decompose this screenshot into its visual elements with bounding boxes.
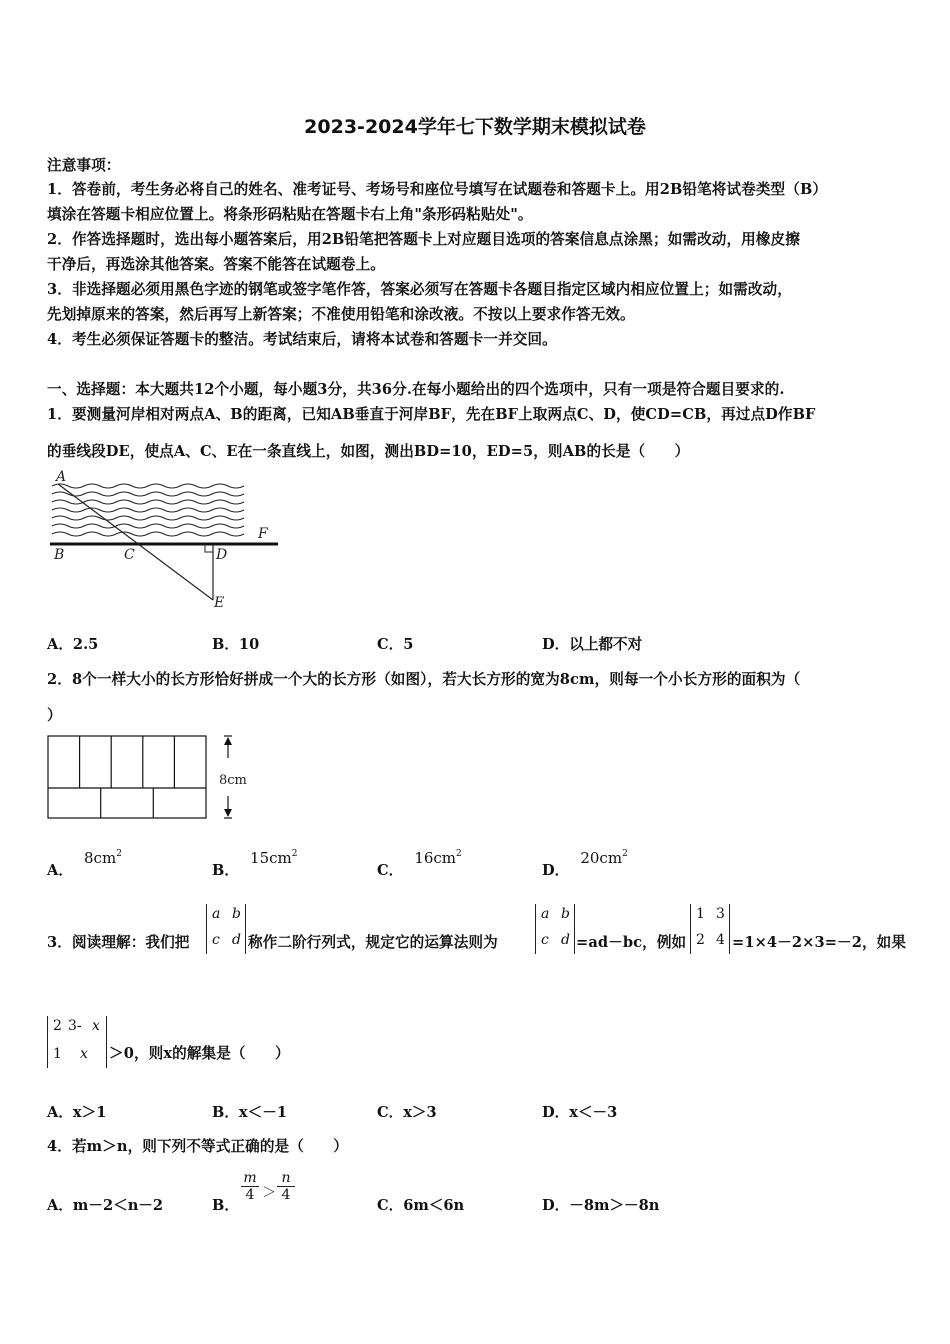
q4-option-a[interactable]: A．m－2＜n－2: [47, 1197, 164, 1214]
q1-option-a[interactable]: A．2.5: [47, 636, 99, 653]
option-value: 16cm: [414, 849, 457, 867]
notice-heading: 注意事项：: [47, 157, 121, 174]
q1-figure: [44, 466, 284, 616]
q3-text-4: =1×4－2×3=－2，如果: [732, 934, 907, 951]
river-diagram: [44, 466, 284, 616]
notice-line: 先划掉原来的答案，然后再写上新答案；不准使用铅笔和涂改液。不按以上要求作答无效。: [47, 306, 635, 323]
option-sup: 2: [622, 849, 628, 859]
q4-text: 4．若m＞n，则下列不等式正确的是（ ）: [47, 1138, 348, 1155]
label-c: C: [124, 547, 135, 563]
q1-option-c[interactable]: C．5: [377, 636, 414, 653]
option-value: 8cm: [84, 849, 117, 867]
det-example: 1 3 2 4: [690, 904, 730, 954]
q2-option-d[interactable]: [542, 849, 628, 880]
option-letter: D．: [542, 862, 570, 879]
option-letter: C．: [377, 862, 404, 879]
label-b: B: [54, 547, 65, 563]
label-e: E: [214, 595, 225, 611]
label-a: A: [56, 469, 67, 485]
q3-text-2: 称作二阶行列式，规定它的运算法则为: [248, 934, 498, 951]
q2-option-b[interactable]: [212, 849, 298, 880]
q2-option-a[interactable]: [47, 849, 122, 880]
notice-line: 1．答卷前，考生务必将自己的姓名、准考证号、考场号和座位号填写在试题卷和答题卡上。用2B铅笔将试卷类型（B）: [47, 181, 828, 198]
option-letter: B．: [212, 862, 239, 879]
q4-option-d[interactable]: D．－8m＞－8n: [542, 1197, 660, 1214]
q2-figure: [44, 732, 264, 824]
fraction-n-over-4: $\frac{n}{4}$: [277, 1170, 295, 1203]
q1-text: 1．要测量河岸相对两点A、B的距离，已知AB垂直于河岸BF，先在BF上取两点C、D，使CD=CB，再过点D作BF: [47, 406, 816, 423]
q2-text: 2．8个一样大小的长方形恰好拼成一个大的长方形（如图），若大长方形的宽为8cm，则每一个小长方形的面积为（: [47, 671, 801, 688]
option-sup: 2: [116, 849, 122, 859]
option-letter: A．: [47, 862, 73, 879]
q3-text-3: =ad－bc，例如: [576, 934, 687, 951]
q4-option-c[interactable]: C．6m＜6n: [377, 1197, 465, 1214]
section-heading: 一、选择题：本大题共12个小题，每小题3分，共36分.在每小题给出的四个选项中，只有一项是符合题目要求的.: [47, 381, 785, 398]
q3-option-d[interactable]: D．x＜－3: [542, 1104, 618, 1121]
det-abcd-rule: a b c d: [535, 904, 575, 954]
option-sup: 2: [456, 849, 462, 859]
fraction-m-over-4: $\frac{m}{4}$: [241, 1170, 259, 1203]
option-value: 20cm: [580, 849, 623, 867]
q3-text-5: ＞0，则x的解集是（ ）: [109, 1045, 290, 1062]
q3-text-1: 3．阅读理解：我们把: [47, 934, 190, 951]
width-label: 8cm: [219, 773, 247, 788]
option-sup: 2: [291, 849, 298, 859]
q2-text: ）: [47, 707, 62, 724]
notice-line: 2．作答选择题时，选出每小题答案后，用2B铅笔把答题卡上对应题目选项的答案信息点涂黑；如需改动，用橡皮擦: [47, 231, 800, 248]
page-title: 2023-2024学年七下数学期末模拟试卷: [304, 116, 646, 138]
q4-option-b[interactable]: [212, 1194, 239, 1215]
notice-line: 4．考生必须保证答题卡的整洁。考试结束后，请将本试卷和答题卡一并交回。: [47, 331, 557, 348]
q3-option-c[interactable]: C．x＞3: [377, 1104, 437, 1121]
label-f: F: [258, 526, 268, 542]
q2-option-c[interactable]: [377, 849, 462, 880]
q3-option-a[interactable]: A．x＞1: [47, 1104, 107, 1121]
notice-line: 3．非选择题必须用黑色字迹的钢笔或签字笔作答，答案必须写在答题卡各题目指定区域内相应位置上；如需改动，: [47, 281, 792, 298]
label-d: D: [216, 547, 228, 563]
option-letter: B．: [212, 1197, 239, 1214]
option-value: 15cm: [250, 849, 292, 867]
q3-option-b[interactable]: B．x＜－1: [212, 1104, 287, 1121]
det-abcd: a b c d: [206, 904, 246, 954]
notice-line: 填涂在答题卡相应位置上。将条形码粘贴在答题卡右上角"条形码粘贴处"。: [47, 206, 533, 223]
notice-line: 干净后，再选涂其他答案。答案不能答在试题卷上。: [47, 256, 385, 273]
gt-sign: ＞: [262, 1185, 276, 1201]
rectangles-diagram: [44, 732, 264, 824]
q1-text: 的垂线段DE，使点A、C、E在一条直线上，如图，测出BD=10，ED=5，则AB的长是（ ）: [47, 443, 690, 460]
q1-option-b[interactable]: B．10: [212, 636, 260, 653]
q1-option-d[interactable]: D．以上都不对: [542, 636, 643, 653]
det-condition: 2 3- x 1 x: [47, 1016, 107, 1068]
